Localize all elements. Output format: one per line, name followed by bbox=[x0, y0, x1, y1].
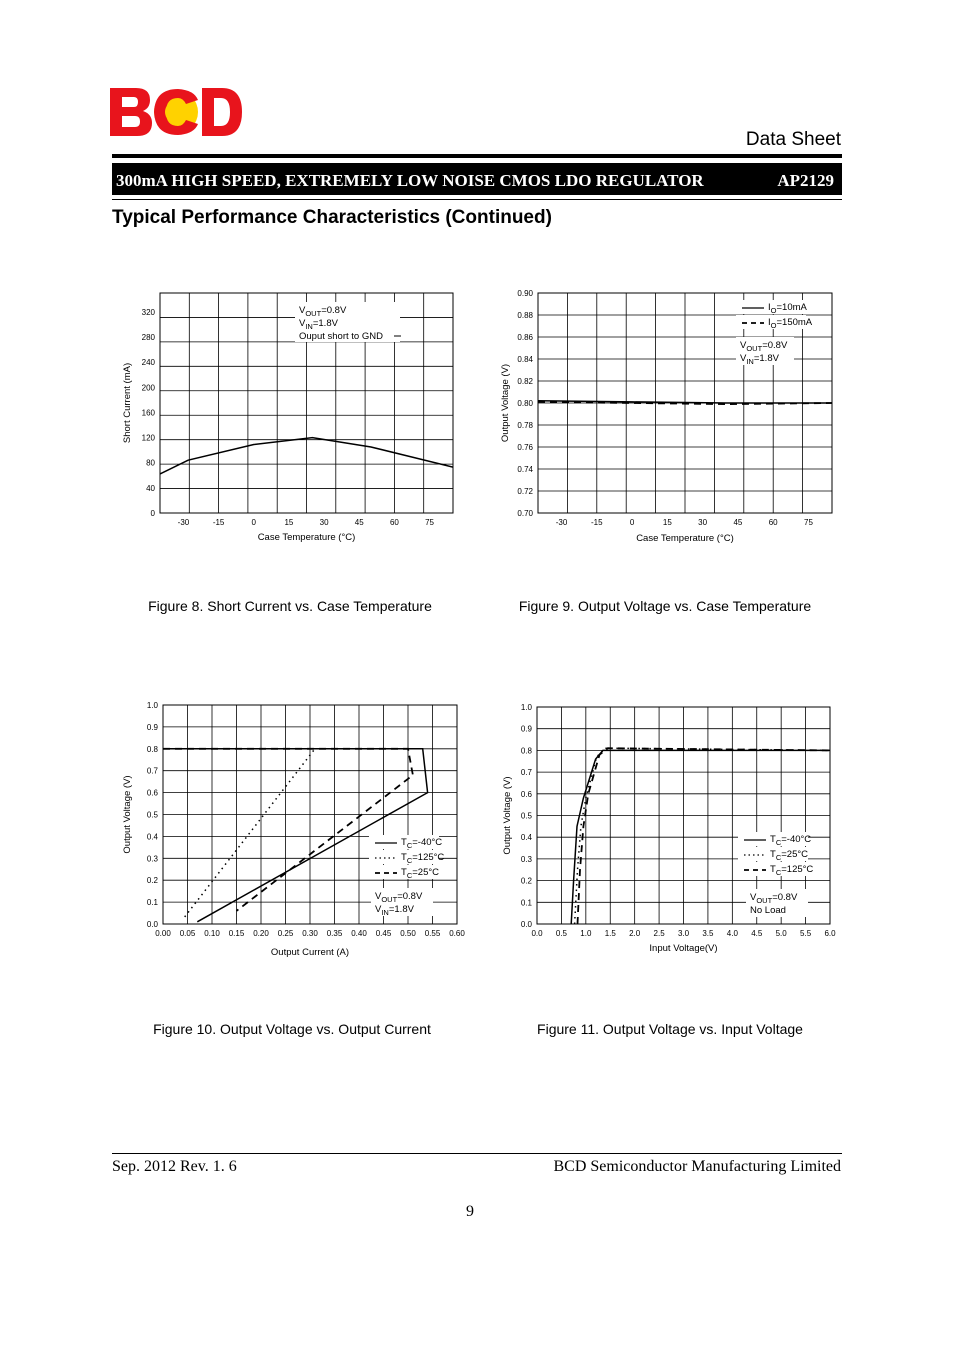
y-tick-label: 0.8 bbox=[146, 744, 158, 754]
x-tick-label: -30 bbox=[555, 518, 568, 527]
doc-type-label: Data Sheet bbox=[745, 129, 841, 150]
y-tick-label: 0.4 bbox=[520, 833, 532, 843]
x-tick-label: 4.0 bbox=[726, 929, 738, 938]
x-tick-label: 0.60 bbox=[449, 929, 465, 938]
y-tick-label: 320 bbox=[141, 307, 155, 317]
x-tick-label: -30 bbox=[177, 518, 190, 527]
x-tick-label: 3.0 bbox=[677, 929, 690, 938]
figure-9-chart bbox=[490, 280, 850, 560]
legend-label: $T_C=25^\circ C$ bbox=[401, 867, 440, 880]
series-line-2 bbox=[163, 749, 413, 911]
y-tick-label: 1.0 bbox=[146, 701, 158, 710]
x-tick-label: 0.5 bbox=[555, 929, 567, 938]
x-axis-label: Case Temperature (°C) bbox=[257, 532, 356, 543]
y-tick-label: 0.70 bbox=[517, 509, 533, 518]
y-axis-label: Output Voltage (V) bbox=[502, 776, 513, 855]
x-tick-label: 30 bbox=[319, 518, 329, 527]
y-tick-label: 0.6 bbox=[146, 788, 158, 798]
x-tick-label: 0.10 bbox=[204, 929, 220, 938]
x-tick-label: -15 bbox=[212, 518, 225, 527]
legend-label: $T_C=25^\circ C$ bbox=[770, 849, 809, 862]
x-tick-label: -15 bbox=[591, 518, 603, 527]
figure-11-caption: Figure 11. Output Voltage vs. Input Voltage bbox=[537, 1021, 803, 1037]
x-tick-label: 1.0 bbox=[580, 929, 592, 938]
x-tick-label: 0.55 bbox=[424, 929, 441, 938]
x-tick-label: 5.0 bbox=[775, 929, 787, 938]
x-tick-label: 15 bbox=[662, 518, 672, 527]
x-tick-label: 45 bbox=[354, 518, 364, 527]
y-tick-label: 0.3 bbox=[520, 854, 532, 864]
legend-label: $I_O=10mA$ bbox=[768, 302, 807, 315]
y-axis-label: Output Voltage (V) bbox=[122, 775, 133, 854]
y-tick-label: 0.4 bbox=[146, 832, 158, 842]
y-tick-label: 0 bbox=[150, 509, 155, 518]
series-legend bbox=[736, 300, 813, 330]
y-axis-label: Short Current (mA) bbox=[122, 362, 133, 444]
x-tick-label: 60 bbox=[768, 518, 778, 527]
y-tick-label: 40 bbox=[146, 483, 155, 493]
legend-label: $T_C=-40^\circ C$ bbox=[401, 837, 443, 850]
y-tick-label: 0.78 bbox=[517, 421, 533, 430]
y-tick-label: 0.0 bbox=[520, 920, 532, 929]
figure-10-caption: Figure 10. Output Voltage vs. Output Current bbox=[153, 1021, 431, 1037]
y-tick-label: 0.6 bbox=[520, 789, 532, 799]
x-tick-label: 0 bbox=[251, 518, 256, 527]
legend-line: $V_{IN}=1.8V$ bbox=[740, 353, 779, 366]
footer-rule bbox=[112, 1153, 842, 1154]
series-line-1 bbox=[163, 749, 315, 920]
y-tick-label: 0.88 bbox=[517, 311, 533, 320]
series-legend bbox=[738, 832, 813, 877]
legend-line: $V_{OUT}=0.8V$ bbox=[750, 892, 798, 905]
x-tick-label: 45 bbox=[733, 518, 743, 527]
x-tick-label: 0.20 bbox=[253, 929, 269, 938]
x-axis-label: Input Voltage(V) bbox=[649, 943, 718, 954]
y-tick-label: 280 bbox=[141, 333, 155, 342]
figure-11-chart bbox=[490, 690, 850, 970]
legend-label: $T_C=125^\circ C$ bbox=[401, 852, 445, 865]
x-tick-label: 0.0 bbox=[531, 929, 543, 938]
x-axis-label: Output Current (A) bbox=[270, 947, 350, 958]
conditions-legend bbox=[371, 888, 433, 917]
y-tick-label: 0.9 bbox=[520, 724, 532, 734]
section-title: Typical Performance Characteristics (Continued) bbox=[112, 207, 552, 228]
y-tick-label: 0.2 bbox=[146, 876, 158, 886]
y-tick-label: 0.76 bbox=[517, 443, 533, 452]
x-tick-label: 5.5 bbox=[800, 929, 812, 938]
y-tick-label: 0.2 bbox=[520, 876, 532, 886]
x-tick-label: 0.25 bbox=[277, 929, 294, 938]
figure-8-caption: Figure 8. Short Current vs. Case Temperature bbox=[148, 598, 432, 614]
x-tick-label: 3.5 bbox=[702, 929, 714, 938]
y-tick-label: 0.1 bbox=[146, 898, 158, 908]
y-tick-label: 240 bbox=[141, 358, 155, 368]
y-tick-label: 0.3 bbox=[146, 854, 158, 864]
x-tick-label: 4.5 bbox=[751, 929, 763, 938]
x-tick-label: 0.30 bbox=[302, 929, 318, 938]
y-tick-label: 0.1 bbox=[520, 898, 532, 908]
title-underline bbox=[112, 199, 842, 200]
legend-line: $V_{OUT}=0.8V$ bbox=[375, 891, 423, 904]
page-number: 9 bbox=[466, 1203, 474, 1220]
y-tick-label: 0.74 bbox=[517, 465, 533, 474]
figure-8-chart bbox=[110, 280, 470, 560]
y-tick-label: 0.72 bbox=[517, 487, 533, 496]
legend-label: $I_O=150mA$ bbox=[768, 317, 813, 330]
x-tick-label: 15 bbox=[284, 518, 294, 527]
y-tick-label: 0.7 bbox=[520, 768, 532, 778]
legend-line: $V_{IN}=1.8V$ bbox=[299, 318, 338, 331]
x-tick-label: 0.00 bbox=[155, 929, 171, 938]
x-tick-label: 60 bbox=[389, 518, 399, 527]
y-tick-label: 0.80 bbox=[517, 399, 533, 408]
y-tick-label: 0.84 bbox=[517, 355, 533, 364]
conditions-legend bbox=[295, 302, 401, 342]
x-tick-label: 0.45 bbox=[375, 929, 392, 938]
y-tick-label: 0.8 bbox=[520, 746, 532, 756]
bcd-logo bbox=[110, 88, 242, 136]
x-tick-label: 0.15 bbox=[228, 929, 245, 938]
y-tick-label: 0.7 bbox=[146, 766, 158, 776]
legend-line: Ouput short to GND bbox=[299, 331, 383, 342]
y-tick-label: 0.5 bbox=[520, 811, 532, 821]
y-tick-label: 0.5 bbox=[146, 810, 158, 820]
figure-9-caption: Figure 9. Output Voltage vs. Case Temperature bbox=[518, 598, 812, 614]
y-tick-label: 160 bbox=[141, 408, 155, 418]
legend-line: $V_{OUT}=0.8V$ bbox=[299, 305, 347, 318]
x-tick-label: 2.0 bbox=[629, 929, 641, 938]
footer-company: BCD Semiconductor Manufacturing Limited bbox=[553, 1158, 841, 1175]
x-tick-label: 30 bbox=[698, 518, 708, 527]
y-tick-label: 120 bbox=[141, 433, 155, 443]
x-axis-label: Case Temperature (°C) bbox=[636, 533, 734, 544]
y-tick-label: 80 bbox=[146, 458, 155, 468]
conditions-legend bbox=[746, 889, 808, 917]
header-rule bbox=[112, 154, 842, 158]
title-bar bbox=[112, 163, 842, 195]
x-tick-label: 1.5 bbox=[604, 929, 616, 938]
x-tick-label: 75 bbox=[425, 518, 435, 527]
x-tick-label: 0.05 bbox=[179, 929, 196, 938]
y-tick-label: 0.90 bbox=[517, 289, 533, 298]
legend-label: $T_C=-40^\circ C$ bbox=[770, 834, 812, 847]
document-title: 300mA HIGH SPEED, EXTREMELY LOW NOISE CMOS LDO REGULATOR bbox=[116, 171, 704, 190]
x-tick-label: 6.0 bbox=[824, 929, 836, 938]
x-tick-label: 0.40 bbox=[351, 929, 367, 938]
y-axis-label: Output Voltage (V) bbox=[500, 363, 511, 443]
figure-10-chart bbox=[110, 690, 480, 970]
y-tick-label: 0.86 bbox=[517, 333, 533, 342]
legend-line: $V_{OUT}=0.8V$ bbox=[740, 340, 788, 353]
x-tick-label: 2.5 bbox=[653, 929, 665, 938]
series-legend bbox=[369, 835, 444, 880]
x-tick-label: 0.35 bbox=[326, 929, 343, 938]
legend-line: No Load bbox=[750, 905, 786, 916]
y-tick-label: 0.82 bbox=[517, 377, 533, 386]
legend-label: $T_C=125^\circ C$ bbox=[770, 864, 814, 877]
footer-date-revision: Sep. 2012 Rev. 1. 6 bbox=[112, 1158, 237, 1175]
conditions-legend bbox=[736, 337, 794, 366]
x-tick-label: 0.50 bbox=[400, 929, 416, 938]
x-tick-label: 75 bbox=[804, 518, 813, 527]
y-tick-label: 200 bbox=[141, 383, 155, 393]
y-tick-label: 1.0 bbox=[520, 703, 532, 712]
legend-line: $V_{IN}=1.8V$ bbox=[375, 904, 414, 917]
part-number: AP2129 bbox=[777, 171, 834, 190]
y-tick-label: 0.9 bbox=[146, 722, 158, 732]
x-tick-label: 0 bbox=[629, 518, 635, 527]
y-tick-label: 0.0 bbox=[146, 920, 158, 929]
